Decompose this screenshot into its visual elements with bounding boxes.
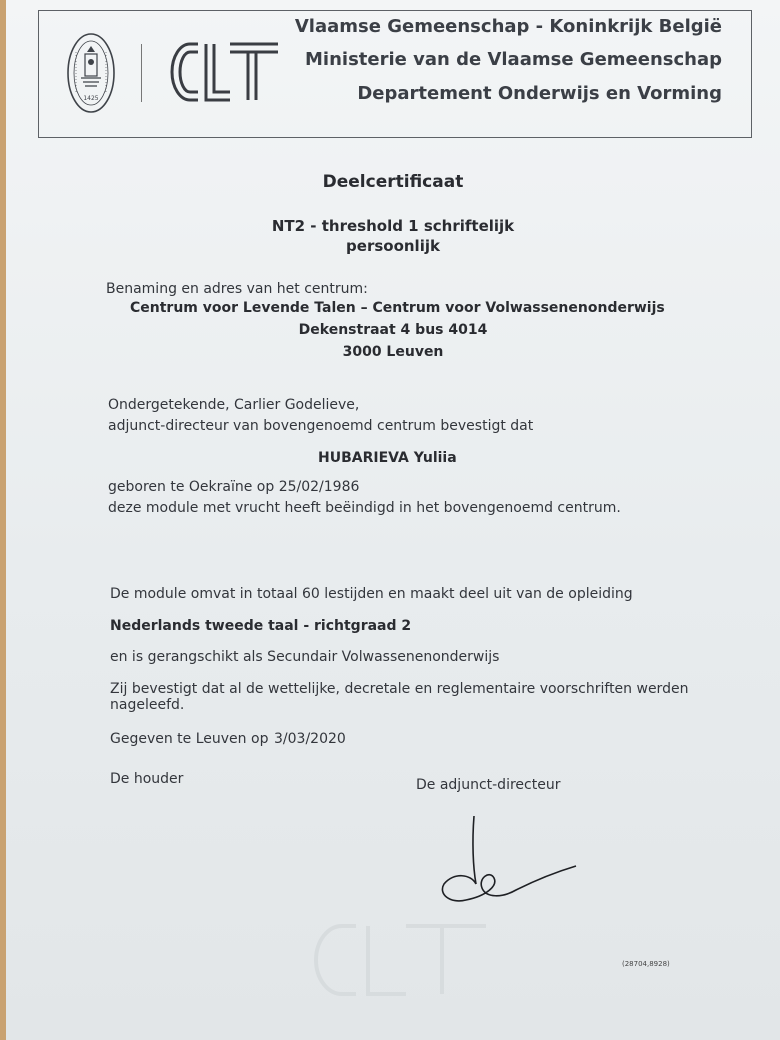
clt-watermark-icon — [306, 920, 506, 1000]
compliance-line-1: Zij bevestigt dat al de wettelijke, decretale en reglementaire voorschriften werden — [110, 681, 689, 697]
signer-line: Ondergetekende, Carlier Godelieve, — [108, 397, 360, 413]
module-title: NT2 - threshold 1 schriftelijk — [271, 217, 515, 235]
centre-label: Benaming en adres van het centrum: — [106, 281, 368, 297]
document-reference: (28704,8928) — [622, 960, 670, 968]
holder-label: De houder — [110, 771, 184, 787]
director-signature — [436, 812, 586, 912]
centre-street: Dekenstraat 4 bus 4014 — [298, 322, 488, 338]
centre-name: Centrum voor Levende Talen – Centrum voor Volwassenenonderwijs — [130, 300, 665, 316]
header-divider — [141, 44, 142, 102]
classification-line: en is gerangschikt als Secundair Volwassenenonderwijs — [110, 649, 500, 665]
program-name: Nederlands tweede taal - richtgraad 2 — [110, 618, 412, 634]
header-line-1: Vlaamse Gemeenschap - Koninkrijk België — [294, 16, 722, 37]
student-name: HUBARIEVA Yuliia — [318, 450, 457, 466]
birth-line: geboren te Oekraïne op 25/02/1986 — [108, 479, 360, 495]
completion-line: deze module met vrucht heeft beëindigd in het bovengenoemd centrum. — [108, 500, 621, 516]
clt-logo-icon — [168, 40, 280, 104]
issue-place-label: Gegeven te Leuven op — [110, 731, 269, 747]
certificate-title: Deelcertificaat — [322, 172, 464, 192]
compliance-line-2: nageleefd. — [110, 697, 185, 713]
module-hours-line: De module omvat in totaal 60 lestijden en maakt deel uit van de opleiding — [110, 586, 633, 602]
module-subtitle: persoonlijk — [346, 237, 440, 255]
seal-year: 1425 — [83, 95, 99, 102]
issue-date: 3/03/2020 — [274, 731, 346, 747]
director-label: De adjunct-directeur — [416, 777, 561, 793]
ku-leuven-seal-icon — [66, 32, 116, 114]
role-line: adjunct-directeur van bovengenoemd centrum bevestigt dat — [108, 418, 534, 434]
centre-city: 3000 Leuven — [342, 344, 444, 360]
header-line-3: Departement Onderwijs en Vorming — [357, 83, 722, 104]
certificate-page — [6, 0, 780, 1040]
header-line-2: Ministerie van de Vlaamse Gemeenschap — [305, 49, 722, 70]
